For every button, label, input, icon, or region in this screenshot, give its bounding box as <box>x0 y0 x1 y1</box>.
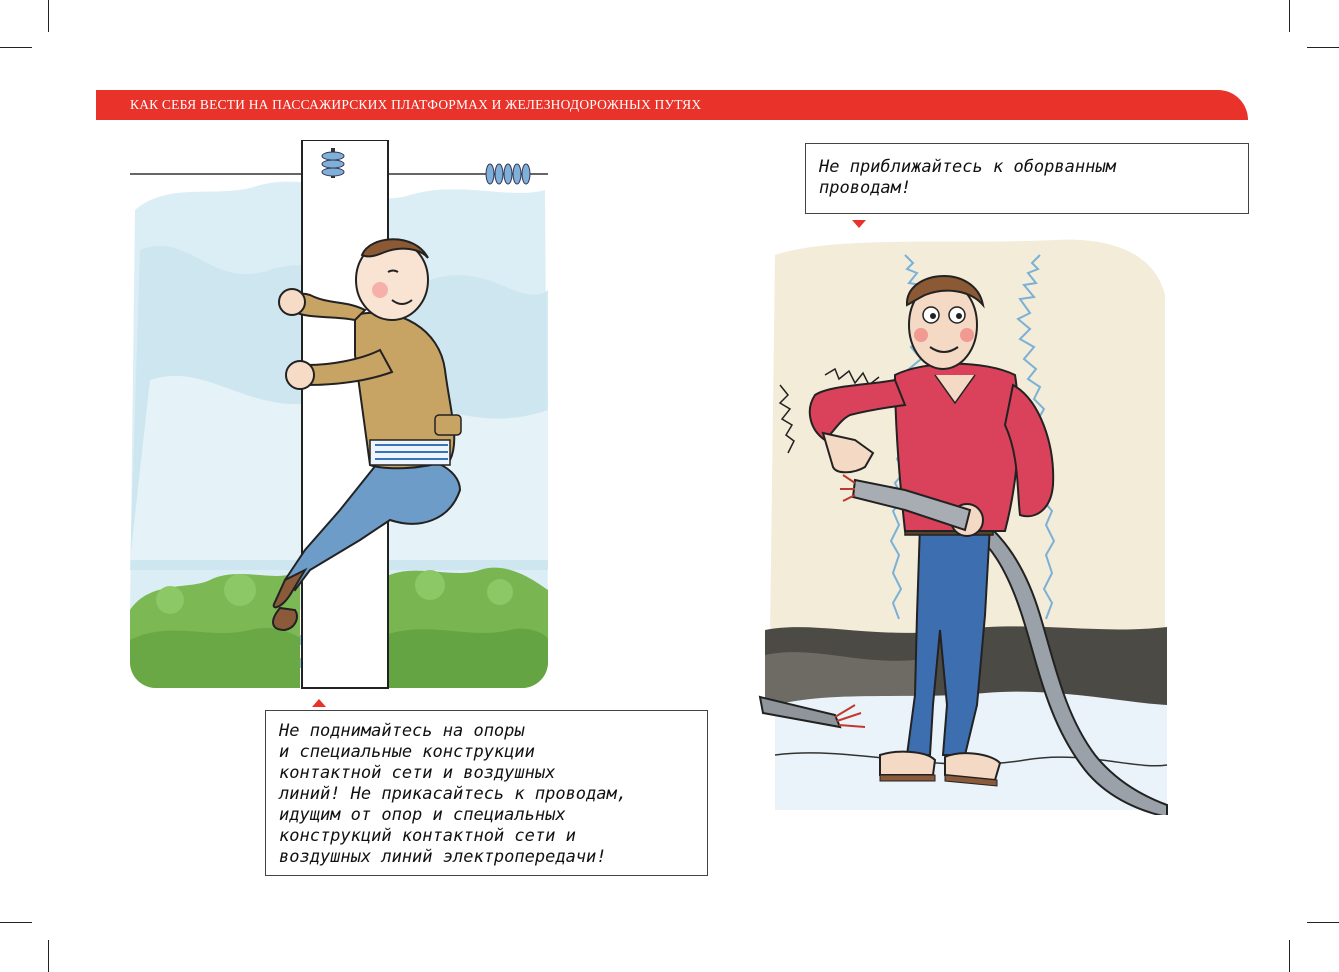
caption-dont-climb-poles <box>265 710 708 876</box>
page-header-banner <box>96 90 1248 120</box>
caption-line: проводам! <box>819 178 912 198</box>
crop-mark <box>48 0 49 32</box>
caption-pointer <box>852 220 866 228</box>
caption-line: контактной сети и воздушных <box>279 763 556 783</box>
caption-line: конструкций контактной сети и <box>279 826 576 846</box>
crop-mark <box>1289 0 1290 32</box>
caption-line: и специальные конструкции <box>279 742 535 762</box>
crop-mark <box>1307 47 1339 48</box>
man-climbing-pole-illustration <box>130 140 548 690</box>
crop-mark <box>1307 922 1339 923</box>
caption-line: воздушных линий электропередачи! <box>279 847 607 867</box>
caption-line: линий! Не прикасайтесь к проводам, <box>279 784 627 804</box>
man-electrocuted-illustration <box>755 235 1170 815</box>
header-title: КАК СЕБЯ ВЕСТИ НА ПАССАЖИРСКИХ ПЛАТФОРМАХ И ЖЕЛЕЗНОДОРОЖНЫХ ПУТЯХ <box>130 97 702 112</box>
crop-mark <box>1289 940 1290 972</box>
crop-mark <box>0 47 32 48</box>
caption-dont-approach-wires <box>805 143 1249 214</box>
caption-pointer <box>312 699 326 707</box>
crop-mark <box>0 922 32 923</box>
caption-line: Не поднимайтесь на опоры <box>279 721 525 741</box>
caption-line: Не приближайтесь к оборванным <box>819 157 1116 177</box>
crop-mark <box>48 940 49 972</box>
caption-line: идущим от опор и специальных <box>279 805 566 825</box>
